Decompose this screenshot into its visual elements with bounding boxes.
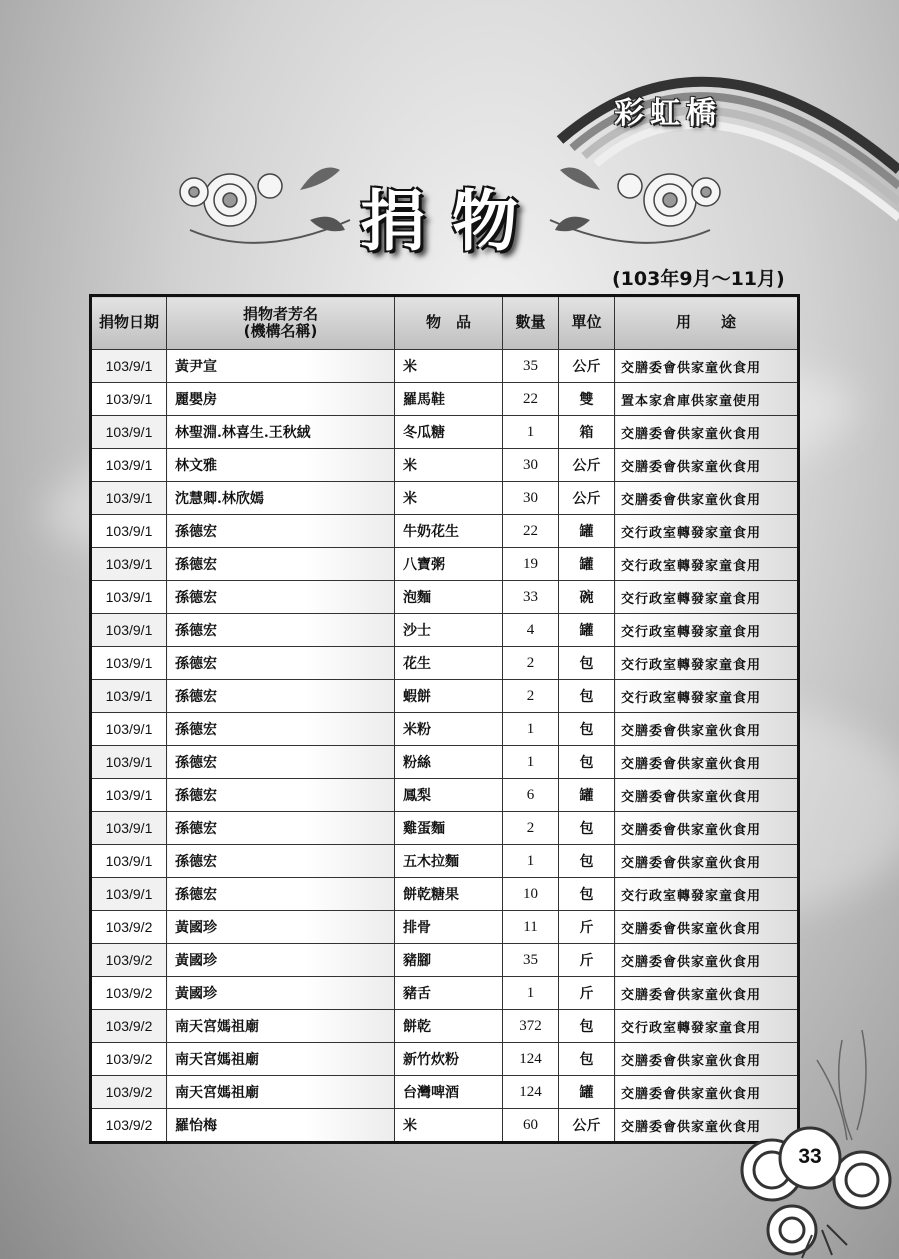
item-name: 鳳梨 [395, 779, 503, 812]
donation-date: 103/9/2 [91, 1109, 167, 1143]
quantity: 4 [503, 614, 559, 647]
donation-date: 103/9/1 [91, 482, 167, 515]
unit: 包 [559, 878, 615, 911]
unit: 罐 [559, 1076, 615, 1109]
donation-date: 103/9/1 [91, 383, 167, 416]
period-label: (103年9月～11月) [612, 268, 785, 290]
flower-ornament-right-icon [530, 150, 730, 260]
unit: 包 [559, 812, 615, 845]
column-header: 捐物日期 [91, 296, 167, 350]
item-name: 羅馬鞋 [395, 383, 503, 416]
purpose: 交行政室轉發家童食用 [615, 680, 799, 713]
table-row [91, 878, 799, 911]
donor-name: 林文雅 [167, 449, 395, 482]
item-name: 米 [395, 1109, 503, 1143]
purpose: 交膳委會供家童伙食用 [615, 449, 799, 482]
donor-name: 孫德宏 [167, 812, 395, 845]
quantity: 35 [503, 944, 559, 977]
page-title: 捐物 [360, 183, 544, 260]
table-row [91, 614, 799, 647]
quantity: 1 [503, 416, 559, 449]
purpose: 交膳委會供家童伙食用 [615, 1043, 799, 1076]
quantity: 35 [503, 350, 559, 383]
table-row [91, 482, 799, 515]
donation-date: 103/9/1 [91, 449, 167, 482]
item-name: 八寶粥 [395, 548, 503, 581]
purpose: 交行政室轉發家童食用 [615, 647, 799, 680]
donor-name: 羅怡梅 [167, 1109, 395, 1143]
purpose: 交膳委會供家童伙食用 [615, 845, 799, 878]
table-row [91, 383, 799, 416]
purpose: 交行政室轉發家童食用 [615, 878, 799, 911]
donor-name: 孫德宏 [167, 515, 395, 548]
donor-name: 南天宮媽祖廟 [167, 1043, 395, 1076]
donation-date: 103/9/2 [91, 1076, 167, 1109]
table-row [91, 944, 799, 977]
donor-name: 孫德宏 [167, 614, 395, 647]
purpose: 置本家倉庫供家童使用 [615, 383, 799, 416]
item-name: 蝦餅 [395, 680, 503, 713]
table-row [91, 680, 799, 713]
table-row [91, 812, 799, 845]
table-row [91, 845, 799, 878]
donation-date: 103/9/1 [91, 581, 167, 614]
table-row [91, 1010, 799, 1043]
purpose: 交膳委會供家童伙食用 [615, 482, 799, 515]
unit: 斤 [559, 944, 615, 977]
unit: 斤 [559, 911, 615, 944]
donation-date: 103/9/1 [91, 350, 167, 383]
item-name: 雞蛋麵 [395, 812, 503, 845]
purpose: 交膳委會供家童伙食用 [615, 1076, 799, 1109]
quantity: 11 [503, 911, 559, 944]
unit: 碗 [559, 581, 615, 614]
purpose: 交膳委會供家童伙食用 [615, 911, 799, 944]
donation-date: 103/9/2 [91, 944, 167, 977]
donor-name: 孫德宏 [167, 680, 395, 713]
donor-name: 南天宮媽祖廟 [167, 1010, 395, 1043]
quantity: 1 [503, 845, 559, 878]
quantity: 30 [503, 449, 559, 482]
donation-date: 103/9/1 [91, 878, 167, 911]
item-name: 餅乾糖果 [395, 878, 503, 911]
item-name: 台灣啤酒 [395, 1076, 503, 1109]
unit: 包 [559, 647, 615, 680]
table-row [91, 548, 799, 581]
donation-date: 103/9/2 [91, 911, 167, 944]
donor-name: 孫德宏 [167, 845, 395, 878]
column-header: 物 品 [395, 296, 503, 350]
donation-date: 103/9/1 [91, 614, 167, 647]
table-row [91, 713, 799, 746]
donor-name: 南天宮媽祖廟 [167, 1076, 395, 1109]
quantity: 33 [503, 581, 559, 614]
purpose: 交行政室轉發家童食用 [615, 614, 799, 647]
table-row [91, 977, 799, 1010]
table-row [91, 1076, 799, 1109]
series-title: 彩虹橋 [614, 96, 722, 131]
item-name: 排骨 [395, 911, 503, 944]
unit: 包 [559, 1010, 615, 1043]
donation-date: 103/9/1 [91, 746, 167, 779]
quantity: 22 [503, 515, 559, 548]
unit: 罐 [559, 779, 615, 812]
item-name: 冬瓜糖 [395, 416, 503, 449]
donor-name: 黃國珍 [167, 944, 395, 977]
donor-name: 孫德宏 [167, 548, 395, 581]
purpose: 交膳委會供家童伙食用 [615, 812, 799, 845]
page-number: 33 [798, 1145, 822, 1168]
table-row [91, 581, 799, 614]
unit: 罐 [559, 614, 615, 647]
unit: 雙 [559, 383, 615, 416]
purpose: 交行政室轉發家童食用 [615, 515, 799, 548]
donor-name: 孫德宏 [167, 581, 395, 614]
purpose: 交行政室轉發家童食用 [615, 548, 799, 581]
donor-name: 麗嬰房 [167, 383, 395, 416]
item-name: 豬舌 [395, 977, 503, 1010]
quantity: 19 [503, 548, 559, 581]
donation-date: 103/9/1 [91, 779, 167, 812]
item-name: 米 [395, 350, 503, 383]
quantity: 10 [503, 878, 559, 911]
quantity: 124 [503, 1043, 559, 1076]
item-name: 花生 [395, 647, 503, 680]
donor-name: 林聖淵.林喜生.王秋絨 [167, 416, 395, 449]
quantity: 6 [503, 779, 559, 812]
unit: 斤 [559, 977, 615, 1010]
donor-name: 黃國珍 [167, 911, 395, 944]
table-body [91, 350, 799, 1143]
table-row [91, 1109, 799, 1143]
donor-name: 沈慧卿.林欣嫣 [167, 482, 395, 515]
donation-date: 103/9/2 [91, 1043, 167, 1076]
item-name: 牛奶花生 [395, 515, 503, 548]
donor-name: 孫德宏 [167, 746, 395, 779]
donation-date: 103/9/1 [91, 548, 167, 581]
table-row [91, 515, 799, 548]
item-name: 粉絲 [395, 746, 503, 779]
donor-name: 孫德宏 [167, 779, 395, 812]
donation-date: 103/9/1 [91, 680, 167, 713]
quantity: 124 [503, 1076, 559, 1109]
unit: 罐 [559, 515, 615, 548]
column-header: 單位 [559, 296, 615, 350]
item-name: 新竹炊粉 [395, 1043, 503, 1076]
unit: 包 [559, 1043, 615, 1076]
item-name: 米 [395, 449, 503, 482]
purpose: 交膳委會供家童伙食用 [615, 977, 799, 1010]
purpose: 交膳委會供家童伙食用 [615, 713, 799, 746]
item-name: 沙士 [395, 614, 503, 647]
donation-table [89, 294, 800, 1144]
donation-date: 103/9/2 [91, 1010, 167, 1043]
column-header: 捐物者芳名 (機構名稱) [167, 296, 395, 350]
item-name: 米 [395, 482, 503, 515]
table-row [91, 911, 799, 944]
quantity: 2 [503, 680, 559, 713]
quantity: 1 [503, 977, 559, 1010]
quantity: 30 [503, 482, 559, 515]
table-row [91, 350, 799, 383]
quantity: 22 [503, 383, 559, 416]
purpose: 交膳委會供家童伙食用 [615, 416, 799, 449]
donor-name: 孫德宏 [167, 878, 395, 911]
table-row [91, 746, 799, 779]
unit: 包 [559, 680, 615, 713]
unit: 公斤 [559, 449, 615, 482]
donation-date: 103/9/1 [91, 713, 167, 746]
unit: 包 [559, 845, 615, 878]
donation-date: 103/9/1 [91, 647, 167, 680]
table-row [91, 647, 799, 680]
quantity: 2 [503, 647, 559, 680]
item-name: 五木拉麵 [395, 845, 503, 878]
column-header: 數量 [503, 296, 559, 350]
purpose: 交膳委會供家童伙食用 [615, 779, 799, 812]
item-name: 米粉 [395, 713, 503, 746]
quantity: 2 [503, 812, 559, 845]
item-name: 豬腳 [395, 944, 503, 977]
unit: 包 [559, 746, 615, 779]
donor-name: 黃國珍 [167, 977, 395, 1010]
purpose: 交行政室轉發家童食用 [615, 1010, 799, 1043]
quantity: 1 [503, 713, 559, 746]
table-row [91, 416, 799, 449]
donation-date: 103/9/1 [91, 845, 167, 878]
table-row [91, 1043, 799, 1076]
purpose: 交膳委會供家童伙食用 [615, 350, 799, 383]
purpose: 交膳委會供家童伙食用 [615, 1109, 799, 1143]
table-row [91, 779, 799, 812]
donor-name: 孫德宏 [167, 713, 395, 746]
donor-name: 黃尹宣 [167, 350, 395, 383]
quantity: 1 [503, 746, 559, 779]
purpose: 交膳委會供家童伙食用 [615, 944, 799, 977]
table-header-row [91, 296, 799, 350]
purpose: 交膳委會供家童伙食用 [615, 746, 799, 779]
unit: 箱 [559, 416, 615, 449]
quantity: 372 [503, 1010, 559, 1043]
flower-ornament-left-icon [170, 150, 370, 260]
unit: 公斤 [559, 482, 615, 515]
table-row [91, 449, 799, 482]
unit: 罐 [559, 548, 615, 581]
column-header: 用 途 [615, 296, 799, 350]
donor-name: 孫德宏 [167, 647, 395, 680]
item-name: 泡麵 [395, 581, 503, 614]
unit: 公斤 [559, 350, 615, 383]
unit: 包 [559, 713, 615, 746]
donation-date: 103/9/1 [91, 515, 167, 548]
quantity: 60 [503, 1109, 559, 1143]
donation-date: 103/9/1 [91, 812, 167, 845]
donation-date: 103/9/2 [91, 977, 167, 1010]
item-name: 餅乾 [395, 1010, 503, 1043]
purpose: 交行政室轉發家童食用 [615, 581, 799, 614]
unit: 公斤 [559, 1109, 615, 1143]
donation-date: 103/9/1 [91, 416, 167, 449]
